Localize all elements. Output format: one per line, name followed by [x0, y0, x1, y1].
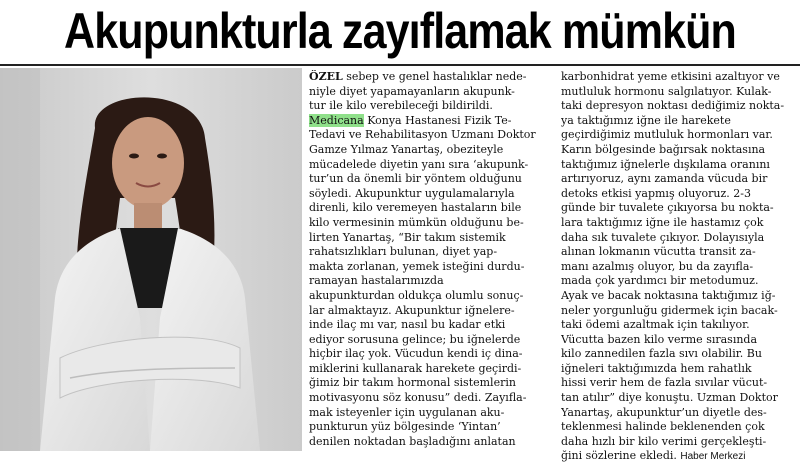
article-line: söyledi. Akupunktur uygulamalarıyla	[309, 186, 515, 200]
article-line: kilo zannedilen fazla sıvı olabilir. Bu	[561, 347, 762, 361]
article-line: mak isteyenler için uygulanan aku-	[309, 405, 505, 419]
article-line: tur ile kilo verebileceği bildirildi.	[309, 99, 493, 113]
article-line: ya taktığımız iğne ile harekete	[561, 113, 731, 127]
article-line: denilen noktadan başladığını anlatan	[309, 434, 516, 448]
article-text: sebep ve genel hastalıklar nede-	[342, 70, 527, 83]
article-line: alınan lokmanın vücutta transit za-	[561, 245, 756, 259]
article-line: direnli, kilo veremeyen hastaların bile	[309, 201, 522, 215]
article-lead: ÖZEL	[309, 70, 343, 83]
article-line: geçirdiğimiz mutluluk hormonları var.	[561, 128, 773, 142]
article-line: tan atılır” diye konuştu. Uzman Doktor	[561, 391, 778, 405]
article-line: teklenmesi halinde beklenenden çok	[561, 420, 765, 434]
article-text: Konya Hastanesi Fizik Te-	[363, 113, 512, 127]
article-line: punkturun yüz bölgesinde ‘Yintan’	[309, 420, 501, 434]
article-line: Yanartaş, akupunktur’un diyetle des-	[561, 405, 767, 419]
article-line: ediyor sorusuna gelince; bu iğnelerde	[309, 332, 521, 346]
article-line	[561, 449, 797, 465]
article-line: günde bir tuvalete çıkıyorsa bu nokta-	[561, 201, 774, 215]
article-line: daha sık tuvalete çıkıyor. Dolayısıyla	[561, 230, 765, 244]
article-line: ramayan hastalarımızda	[309, 274, 444, 288]
article-line: hiçbir ilaç yok. Vücudun kendi iç dina-	[309, 347, 523, 361]
article-line: taki depresyon noktası dediğimiz nokta-	[561, 99, 785, 113]
article-line: Karın bölgesinde bağırsak noktasına	[561, 142, 766, 156]
article-line: mutluluk hormonu salgılatıyor. Kulak-	[561, 84, 772, 98]
article-line: mada çok yardımcı bir metodumuz.	[561, 274, 759, 288]
article-line: rahatsızlıkları bulunan, diyet yap-	[309, 245, 498, 259]
article-column-2	[561, 70, 797, 465]
article-line: lar almaktayız. Akupunktur iğnelere-	[309, 303, 515, 317]
headline: Akupunkturla zayıflamak mümkün	[64, 3, 736, 59]
headline-rule	[0, 64, 800, 66]
article-line	[309, 70, 554, 85]
article-line: Tedavi ve Rehabilitasyon Uzmanı Doktor	[309, 128, 536, 142]
article-line: daha hızlı bir kilo verimi gerçekleşti-	[561, 434, 767, 448]
article-line: motivasyonu söz konusu” dedi. Zayıfla-	[309, 391, 527, 405]
article-line: niyle diyet yapamayanların akupunk-	[309, 84, 515, 98]
article-line: lirten Yanartaş, “Bir takım sistemik	[309, 230, 506, 244]
article-line: karbonhidrat yeme etkisini azaltıyor ve	[561, 70, 780, 83]
article-line: taki ödemi azaltmak için takılıyor.	[561, 318, 750, 332]
highlighted-brand: Medicana	[309, 113, 364, 127]
article-line: taktığımız iğnelerle dışkılama oranını	[561, 157, 770, 171]
doctor-photo-illustration	[0, 68, 302, 451]
article-column-1	[309, 70, 554, 449]
article-line: iğneleri taktığımızda hem rahatlık	[561, 361, 752, 375]
article-line: Ayak ve bacak noktasına taktığımız iğ-	[561, 288, 776, 302]
article-line: tur’un da önemli bir yöntem olduğunu	[309, 172, 522, 186]
article-line: detoks etkisi yapmış oluyoruz. 2-3	[561, 186, 751, 200]
article-line: manı azalmış oluyor, bu da zayıfla-	[561, 259, 754, 273]
article-line: Vücutta bazen kilo verme sırasında	[561, 332, 758, 346]
article-line	[309, 114, 554, 129]
article-line: neler yorgunluğu gidermek için bacak-	[561, 303, 778, 317]
article-line: Gamze Yılmaz Yanartaş, obeziteyle	[309, 142, 504, 156]
article-line: miklerini kullanarak harekete geçirdi-	[309, 361, 522, 375]
article-text: ğini sözlerine ekledi.	[561, 449, 677, 463]
article-line: makta zorlanan, yemek isteğini durdu-	[309, 259, 525, 273]
article-line: inde ilaç mı var, nasıl bu kadar etki	[309, 318, 506, 332]
article-line: hissi verir hem de fazla sıvılar vücut-	[561, 376, 768, 390]
article-line: akupunkturdan oldukça olumlu sonuç-	[309, 288, 524, 302]
article-line: mücadelede diyetin yanı sıra ‘akupunk-	[309, 157, 529, 171]
article-line: lara taktığımız iğne ile hastamız çok	[561, 215, 764, 229]
doctor-photo	[0, 68, 302, 451]
article-line: artırıyoruz, aynı zamanda vücuda bir	[561, 172, 768, 186]
byline: Haber Merkezi	[680, 451, 746, 463]
article-line: ğimiz bir takım hormonal sistemlerin	[309, 376, 516, 390]
article-line: kilo vermesinin mümkün olduğunu be-	[309, 215, 524, 229]
